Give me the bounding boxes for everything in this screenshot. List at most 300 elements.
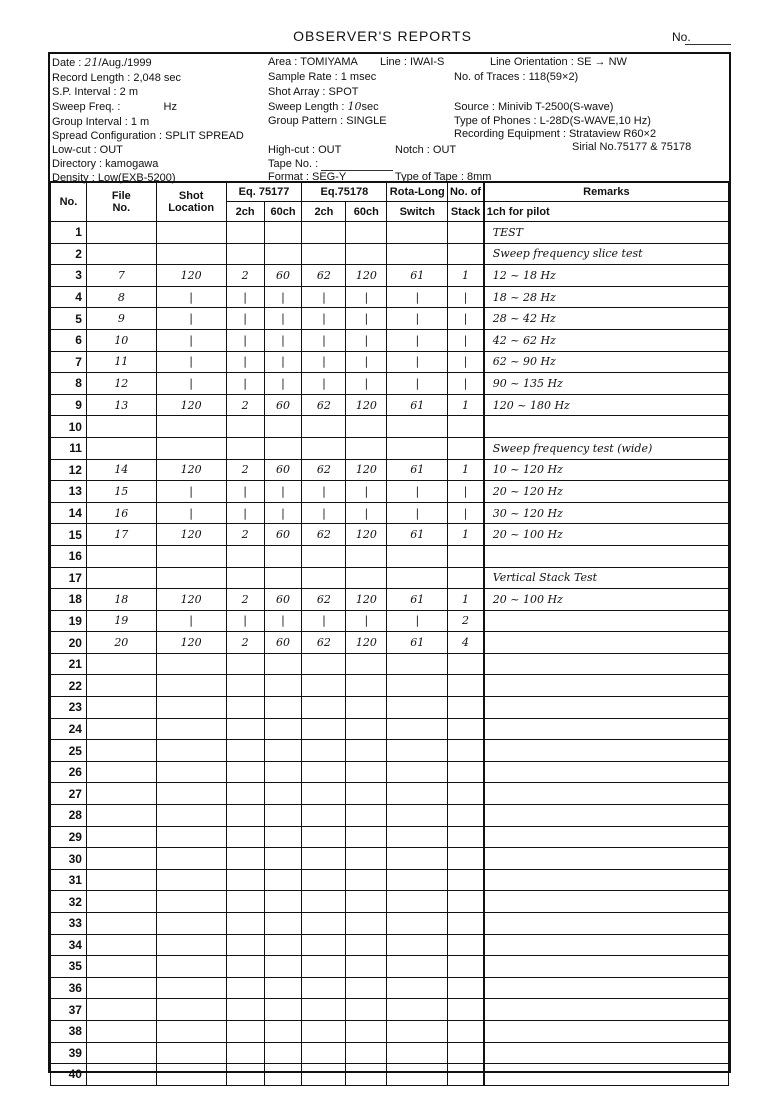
eq2-2ch-cell[interactable] xyxy=(302,934,346,956)
eq2-2ch-cell[interactable] xyxy=(302,1020,346,1042)
eq1-2ch-cell[interactable]: 2 xyxy=(226,394,264,416)
eq1-2ch-cell[interactable]: 2 xyxy=(226,459,264,481)
file-number-cell[interactable] xyxy=(86,222,156,244)
eq2-60ch-cell[interactable]: | xyxy=(346,308,387,330)
shot-location-cell[interactable] xyxy=(156,697,226,719)
rota-long-switch-cell[interactable]: | xyxy=(387,502,448,524)
eq2-2ch-cell[interactable] xyxy=(302,437,346,459)
file-number-cell[interactable] xyxy=(86,999,156,1021)
stack-count-cell[interactable]: | xyxy=(448,351,484,373)
eq1-2ch-cell[interactable] xyxy=(226,653,264,675)
file-number-cell[interactable]: 9 xyxy=(86,308,156,330)
eq1-2ch-cell[interactable] xyxy=(226,740,264,762)
rota-long-switch-cell[interactable] xyxy=(387,243,448,265)
shot-location-cell[interactable] xyxy=(156,222,226,244)
eq2-2ch-cell[interactable] xyxy=(302,826,346,848)
stack-count-cell[interactable] xyxy=(448,567,484,589)
shot-location-cell[interactable] xyxy=(156,956,226,978)
eq2-2ch-cell[interactable] xyxy=(302,1042,346,1064)
shot-location-cell[interactable]: | xyxy=(156,502,226,524)
remarks-cell[interactable] xyxy=(484,545,729,567)
eq1-60ch-cell[interactable] xyxy=(264,891,302,913)
eq2-2ch-cell[interactable]: | xyxy=(302,481,346,503)
remarks-cell[interactable] xyxy=(484,1042,729,1064)
eq2-60ch-cell[interactable] xyxy=(346,416,387,438)
eq1-60ch-cell[interactable] xyxy=(264,1042,302,1064)
eq1-60ch-cell[interactable] xyxy=(264,977,302,999)
rota-long-switch-cell[interactable] xyxy=(387,848,448,870)
eq2-60ch-cell[interactable] xyxy=(346,718,387,740)
shot-location-cell[interactable]: 120 xyxy=(156,589,226,611)
eq2-60ch-cell[interactable] xyxy=(346,977,387,999)
stack-count-cell[interactable] xyxy=(448,761,484,783)
eq2-60ch-cell[interactable]: | xyxy=(346,373,387,395)
shot-location-cell[interactable]: 120 xyxy=(156,394,226,416)
eq2-60ch-cell[interactable]: 120 xyxy=(346,265,387,287)
file-number-cell[interactable] xyxy=(86,934,156,956)
eq2-2ch-cell[interactable]: | xyxy=(302,502,346,524)
file-number-cell[interactable] xyxy=(86,826,156,848)
eq2-60ch-cell[interactable] xyxy=(346,783,387,805)
stack-count-cell[interactable] xyxy=(448,697,484,719)
eq2-2ch-cell[interactable] xyxy=(302,805,346,827)
remarks-cell[interactable]: 12 ~ 18 Hz xyxy=(484,265,729,287)
file-number-cell[interactable] xyxy=(86,545,156,567)
eq2-60ch-cell[interactable] xyxy=(346,761,387,783)
rota-long-switch-cell[interactable] xyxy=(387,999,448,1021)
eq1-2ch-cell[interactable] xyxy=(226,826,264,848)
eq1-60ch-cell[interactable]: 60 xyxy=(264,524,302,546)
eq2-60ch-cell[interactable] xyxy=(346,934,387,956)
file-number-cell[interactable] xyxy=(86,761,156,783)
eq1-2ch-cell[interactable] xyxy=(226,891,264,913)
eq2-60ch-cell[interactable]: | xyxy=(346,286,387,308)
stack-count-cell[interactable] xyxy=(448,718,484,740)
shot-location-cell[interactable] xyxy=(156,977,226,999)
shot-location-cell[interactable]: | xyxy=(156,610,226,632)
file-number-cell[interactable] xyxy=(86,977,156,999)
rota-long-switch-cell[interactable]: 61 xyxy=(387,394,448,416)
rota-long-switch-cell[interactable]: | xyxy=(387,610,448,632)
rota-long-switch-cell[interactable] xyxy=(387,761,448,783)
eq1-2ch-cell[interactable] xyxy=(226,545,264,567)
file-number-cell[interactable] xyxy=(86,913,156,935)
eq2-2ch-cell[interactable]: | xyxy=(302,373,346,395)
eq2-2ch-cell[interactable] xyxy=(302,243,346,265)
remarks-cell[interactable]: 20 ~ 100 Hz xyxy=(484,524,729,546)
remarks-cell[interactable]: 42 ~ 62 Hz xyxy=(484,329,729,351)
file-number-cell[interactable] xyxy=(86,1020,156,1042)
remarks-cell[interactable]: 10 ~ 120 Hz xyxy=(484,459,729,481)
eq1-2ch-cell[interactable] xyxy=(226,222,264,244)
eq2-2ch-cell[interactable] xyxy=(302,222,346,244)
rota-long-switch-cell[interactable] xyxy=(387,653,448,675)
stack-count-cell[interactable] xyxy=(448,1042,484,1064)
eq1-60ch-cell[interactable]: | xyxy=(264,481,302,503)
eq2-60ch-cell[interactable] xyxy=(346,805,387,827)
stack-count-cell[interactable] xyxy=(448,869,484,891)
shot-location-cell[interactable] xyxy=(156,1064,226,1086)
eq1-60ch-cell[interactable]: | xyxy=(264,373,302,395)
shot-location-cell[interactable] xyxy=(156,934,226,956)
remarks-cell[interactable]: 28 ~ 42 Hz xyxy=(484,308,729,330)
remarks-cell[interactable] xyxy=(484,740,729,762)
remarks-cell[interactable] xyxy=(484,653,729,675)
shot-location-cell[interactable]: | xyxy=(156,351,226,373)
shot-location-cell[interactable] xyxy=(156,826,226,848)
eq2-60ch-cell[interactable] xyxy=(346,1042,387,1064)
eq1-60ch-cell[interactable]: 60 xyxy=(264,459,302,481)
eq1-60ch-cell[interactable] xyxy=(264,545,302,567)
remarks-cell[interactable]: 30 ~ 120 Hz xyxy=(484,502,729,524)
eq2-2ch-cell[interactable] xyxy=(302,848,346,870)
eq2-2ch-cell[interactable] xyxy=(302,956,346,978)
shot-location-cell[interactable] xyxy=(156,848,226,870)
file-number-cell[interactable] xyxy=(86,805,156,827)
eq1-60ch-cell[interactable] xyxy=(264,437,302,459)
file-number-cell[interactable] xyxy=(86,869,156,891)
stack-count-cell[interactable] xyxy=(448,805,484,827)
eq2-2ch-cell[interactable] xyxy=(302,891,346,913)
shot-location-cell[interactable] xyxy=(156,243,226,265)
eq1-60ch-cell[interactable] xyxy=(264,675,302,697)
eq2-2ch-cell[interactable] xyxy=(302,653,346,675)
remarks-cell[interactable] xyxy=(484,675,729,697)
eq1-60ch-cell[interactable]: 60 xyxy=(264,265,302,287)
shot-location-cell[interactable] xyxy=(156,653,226,675)
eq1-60ch-cell[interactable]: | xyxy=(264,329,302,351)
eq1-60ch-cell[interactable] xyxy=(264,783,302,805)
eq1-2ch-cell[interactable] xyxy=(226,913,264,935)
eq2-2ch-cell[interactable] xyxy=(302,869,346,891)
file-number-cell[interactable]: 16 xyxy=(86,502,156,524)
eq1-2ch-cell[interactable] xyxy=(226,697,264,719)
eq1-2ch-cell[interactable]: 2 xyxy=(226,589,264,611)
remarks-cell[interactable]: Sweep frequency test (wide) xyxy=(484,437,729,459)
eq1-60ch-cell[interactable]: | xyxy=(264,286,302,308)
shot-location-cell[interactable] xyxy=(156,437,226,459)
eq1-2ch-cell[interactable] xyxy=(226,761,264,783)
file-number-cell[interactable] xyxy=(86,567,156,589)
eq2-60ch-cell[interactable] xyxy=(346,675,387,697)
remarks-cell[interactable] xyxy=(484,1020,729,1042)
eq1-2ch-cell[interactable] xyxy=(226,1020,264,1042)
stack-count-cell[interactable] xyxy=(448,740,484,762)
remarks-cell[interactable] xyxy=(484,718,729,740)
eq1-2ch-cell[interactable] xyxy=(226,718,264,740)
file-number-cell[interactable] xyxy=(86,437,156,459)
eq1-60ch-cell[interactable] xyxy=(264,697,302,719)
shot-location-cell[interactable]: | xyxy=(156,373,226,395)
shot-location-cell[interactable] xyxy=(156,740,226,762)
rota-long-switch-cell[interactable] xyxy=(387,416,448,438)
eq1-2ch-cell[interactable] xyxy=(226,805,264,827)
stack-count-cell[interactable] xyxy=(448,437,484,459)
eq2-2ch-cell[interactable] xyxy=(302,783,346,805)
shot-location-cell[interactable]: | xyxy=(156,481,226,503)
eq1-2ch-cell[interactable] xyxy=(226,848,264,870)
stack-count-cell[interactable]: 1 xyxy=(448,394,484,416)
rota-long-switch-cell[interactable] xyxy=(387,567,448,589)
eq2-2ch-cell[interactable] xyxy=(302,977,346,999)
shot-location-cell[interactable]: 120 xyxy=(156,632,226,654)
file-number-cell[interactable]: 18 xyxy=(86,589,156,611)
eq1-60ch-cell[interactable] xyxy=(264,913,302,935)
stack-count-cell[interactable]: | xyxy=(448,502,484,524)
stack-count-cell[interactable] xyxy=(448,1064,484,1086)
eq2-2ch-cell[interactable]: | xyxy=(302,286,346,308)
rota-long-switch-cell[interactable] xyxy=(387,1042,448,1064)
eq1-60ch-cell[interactable] xyxy=(264,740,302,762)
eq2-60ch-cell[interactable] xyxy=(346,243,387,265)
shot-location-cell[interactable]: | xyxy=(156,286,226,308)
stack-count-cell[interactable]: 1 xyxy=(448,589,484,611)
remarks-cell[interactable]: 90 ~ 135 Hz xyxy=(484,373,729,395)
shot-location-cell[interactable] xyxy=(156,416,226,438)
eq1-2ch-cell[interactable] xyxy=(226,1042,264,1064)
file-number-cell[interactable] xyxy=(86,891,156,913)
eq2-2ch-cell[interactable]: 62 xyxy=(302,394,346,416)
remarks-cell[interactable]: 18 ~ 28 Hz xyxy=(484,286,729,308)
rota-long-switch-cell[interactable] xyxy=(387,697,448,719)
eq2-2ch-cell[interactable]: | xyxy=(302,351,346,373)
shot-location-cell[interactable] xyxy=(156,675,226,697)
eq1-2ch-cell[interactable] xyxy=(226,934,264,956)
eq1-2ch-cell[interactable]: | xyxy=(226,308,264,330)
stack-count-cell[interactable]: 4 xyxy=(448,632,484,654)
remarks-cell[interactable]: Vertical Stack Test xyxy=(484,567,729,589)
eq2-60ch-cell[interactable]: | xyxy=(346,610,387,632)
eq1-60ch-cell[interactable]: 60 xyxy=(264,589,302,611)
rota-long-switch-cell[interactable] xyxy=(387,891,448,913)
rota-long-switch-cell[interactable] xyxy=(387,222,448,244)
eq1-2ch-cell[interactable] xyxy=(226,675,264,697)
eq2-2ch-cell[interactable] xyxy=(302,675,346,697)
remarks-cell[interactable] xyxy=(484,869,729,891)
shot-location-cell[interactable] xyxy=(156,805,226,827)
rota-long-switch-cell[interactable] xyxy=(387,956,448,978)
file-number-cell[interactable]: 12 xyxy=(86,373,156,395)
stack-count-cell[interactable] xyxy=(448,999,484,1021)
remarks-cell[interactable] xyxy=(484,416,729,438)
eq2-60ch-cell[interactable] xyxy=(346,437,387,459)
rota-long-switch-cell[interactable]: | xyxy=(387,329,448,351)
stack-count-cell[interactable]: 1 xyxy=(448,459,484,481)
eq1-60ch-cell[interactable] xyxy=(264,718,302,740)
remarks-cell[interactable] xyxy=(484,934,729,956)
eq2-2ch-cell[interactable] xyxy=(302,416,346,438)
remarks-cell[interactable] xyxy=(484,783,729,805)
eq2-60ch-cell[interactable]: | xyxy=(346,351,387,373)
remarks-cell[interactable] xyxy=(484,610,729,632)
remarks-cell[interactable] xyxy=(484,956,729,978)
remarks-cell[interactable] xyxy=(484,632,729,654)
eq1-60ch-cell[interactable] xyxy=(264,826,302,848)
file-number-cell[interactable] xyxy=(86,783,156,805)
file-number-cell[interactable] xyxy=(86,653,156,675)
rota-long-switch-cell[interactable] xyxy=(387,913,448,935)
eq1-60ch-cell[interactable] xyxy=(264,805,302,827)
stack-count-cell[interactable]: | xyxy=(448,373,484,395)
eq2-60ch-cell[interactable]: | xyxy=(346,481,387,503)
file-number-cell[interactable] xyxy=(86,848,156,870)
eq2-60ch-cell[interactable] xyxy=(346,999,387,1021)
eq1-60ch-cell[interactable] xyxy=(264,653,302,675)
report-number-field[interactable] xyxy=(685,44,731,45)
rota-long-switch-cell[interactable] xyxy=(387,805,448,827)
remarks-cell[interactable] xyxy=(484,697,729,719)
rota-long-switch-cell[interactable]: 61 xyxy=(387,524,448,546)
stack-count-cell[interactable] xyxy=(448,675,484,697)
file-number-cell[interactable] xyxy=(86,740,156,762)
eq1-2ch-cell[interactable] xyxy=(226,999,264,1021)
shot-location-cell[interactable] xyxy=(156,545,226,567)
eq1-60ch-cell[interactable] xyxy=(264,956,302,978)
eq1-2ch-cell[interactable]: | xyxy=(226,610,264,632)
eq1-60ch-cell[interactable] xyxy=(264,1020,302,1042)
eq2-60ch-cell[interactable] xyxy=(346,222,387,244)
shot-location-cell[interactable]: 120 xyxy=(156,265,226,287)
rota-long-switch-cell[interactable]: 61 xyxy=(387,459,448,481)
remarks-cell[interactable] xyxy=(484,913,729,935)
shot-location-cell[interactable] xyxy=(156,891,226,913)
eq2-60ch-cell[interactable]: 120 xyxy=(346,394,387,416)
eq2-60ch-cell[interactable] xyxy=(346,697,387,719)
eq1-2ch-cell[interactable] xyxy=(226,869,264,891)
eq2-2ch-cell[interactable]: 62 xyxy=(302,265,346,287)
eq2-60ch-cell[interactable] xyxy=(346,869,387,891)
eq1-2ch-cell[interactable] xyxy=(226,977,264,999)
file-number-cell[interactable]: 10 xyxy=(86,329,156,351)
rota-long-switch-cell[interactable] xyxy=(387,1020,448,1042)
file-number-cell[interactable]: 17 xyxy=(86,524,156,546)
stack-count-cell[interactable]: | xyxy=(448,329,484,351)
remarks-cell[interactable] xyxy=(484,826,729,848)
eq2-2ch-cell[interactable]: | xyxy=(302,329,346,351)
eq1-60ch-cell[interactable] xyxy=(264,999,302,1021)
eq1-2ch-cell[interactable]: | xyxy=(226,502,264,524)
stack-count-cell[interactable]: | xyxy=(448,481,484,503)
stack-count-cell[interactable] xyxy=(448,1020,484,1042)
eq2-60ch-cell[interactable] xyxy=(346,848,387,870)
eq1-60ch-cell[interactable] xyxy=(264,761,302,783)
file-number-cell[interactable]: 8 xyxy=(86,286,156,308)
eq2-2ch-cell[interactable] xyxy=(302,567,346,589)
file-number-cell[interactable]: 11 xyxy=(86,351,156,373)
rota-long-switch-cell[interactable] xyxy=(387,977,448,999)
file-number-cell[interactable] xyxy=(86,718,156,740)
remarks-cell[interactable]: TEST xyxy=(484,222,729,244)
eq2-60ch-cell[interactable]: | xyxy=(346,329,387,351)
remarks-cell[interactable]: Sweep frequency slice test xyxy=(484,243,729,265)
eq1-60ch-cell[interactable] xyxy=(264,243,302,265)
eq1-2ch-cell[interactable] xyxy=(226,956,264,978)
rota-long-switch-cell[interactable]: | xyxy=(387,481,448,503)
remarks-cell[interactable] xyxy=(484,891,729,913)
eq2-60ch-cell[interactable]: 120 xyxy=(346,589,387,611)
rota-long-switch-cell[interactable]: 61 xyxy=(387,589,448,611)
stack-count-cell[interactable] xyxy=(448,222,484,244)
file-number-cell[interactable]: 20 xyxy=(86,632,156,654)
eq2-60ch-cell[interactable] xyxy=(346,1064,387,1086)
file-number-cell[interactable]: 15 xyxy=(86,481,156,503)
shot-location-cell[interactable]: | xyxy=(156,329,226,351)
rota-long-switch-cell[interactable]: | xyxy=(387,351,448,373)
eq2-60ch-cell[interactable]: 120 xyxy=(346,632,387,654)
shot-location-cell[interactable] xyxy=(156,1020,226,1042)
eq1-2ch-cell[interactable] xyxy=(226,416,264,438)
stack-count-cell[interactable] xyxy=(448,934,484,956)
eq1-2ch-cell[interactable]: | xyxy=(226,329,264,351)
eq1-2ch-cell[interactable]: | xyxy=(226,373,264,395)
eq2-2ch-cell[interactable] xyxy=(302,740,346,762)
file-number-cell[interactable] xyxy=(86,416,156,438)
eq2-60ch-cell[interactable] xyxy=(346,567,387,589)
eq1-2ch-cell[interactable]: 2 xyxy=(226,524,264,546)
eq1-2ch-cell[interactable] xyxy=(226,567,264,589)
eq2-60ch-cell[interactable] xyxy=(346,913,387,935)
eq1-60ch-cell[interactable] xyxy=(264,1064,302,1086)
eq1-60ch-cell[interactable] xyxy=(264,848,302,870)
eq2-2ch-cell[interactable]: | xyxy=(302,308,346,330)
eq2-2ch-cell[interactable]: 62 xyxy=(302,589,346,611)
eq2-60ch-cell[interactable] xyxy=(346,545,387,567)
rota-long-switch-cell[interactable] xyxy=(387,718,448,740)
stack-count-cell[interactable]: 1 xyxy=(448,524,484,546)
file-number-cell[interactable]: 13 xyxy=(86,394,156,416)
eq1-60ch-cell[interactable] xyxy=(264,934,302,956)
eq1-2ch-cell[interactable]: 2 xyxy=(226,265,264,287)
shot-location-cell[interactable] xyxy=(156,1042,226,1064)
file-number-cell[interactable] xyxy=(86,1042,156,1064)
eq1-2ch-cell[interactable] xyxy=(226,243,264,265)
eq1-60ch-cell[interactable]: 60 xyxy=(264,632,302,654)
remarks-cell[interactable] xyxy=(484,805,729,827)
eq1-2ch-cell[interactable]: | xyxy=(226,481,264,503)
eq2-2ch-cell[interactable] xyxy=(302,718,346,740)
shot-location-cell[interactable]: | xyxy=(156,308,226,330)
remarks-cell[interactable] xyxy=(484,1064,729,1086)
eq2-2ch-cell[interactable] xyxy=(302,697,346,719)
file-number-cell[interactable] xyxy=(86,1064,156,1086)
shot-location-cell[interactable] xyxy=(156,718,226,740)
stack-count-cell[interactable] xyxy=(448,243,484,265)
eq1-60ch-cell[interactable]: | xyxy=(264,610,302,632)
shot-location-cell[interactable] xyxy=(156,783,226,805)
eq1-60ch-cell[interactable] xyxy=(264,869,302,891)
rota-long-switch-cell[interactable] xyxy=(387,934,448,956)
eq1-60ch-cell[interactable] xyxy=(264,222,302,244)
eq1-2ch-cell[interactable]: | xyxy=(226,286,264,308)
stack-count-cell[interactable]: 1 xyxy=(448,265,484,287)
eq1-60ch-cell[interactable]: | xyxy=(264,502,302,524)
shot-location-cell[interactable]: 120 xyxy=(156,524,226,546)
stack-count-cell[interactable] xyxy=(448,913,484,935)
shot-location-cell[interactable] xyxy=(156,913,226,935)
eq2-2ch-cell[interactable]: | xyxy=(302,610,346,632)
eq1-2ch-cell[interactable] xyxy=(226,437,264,459)
eq2-60ch-cell[interactable]: | xyxy=(346,502,387,524)
file-number-cell[interactable]: 14 xyxy=(86,459,156,481)
remarks-cell[interactable]: 120 ~ 180 Hz xyxy=(484,394,729,416)
remarks-cell[interactable] xyxy=(484,848,729,870)
eq1-60ch-cell[interactable]: | xyxy=(264,308,302,330)
rota-long-switch-cell[interactable]: 61 xyxy=(387,265,448,287)
rota-long-switch-cell[interactable]: | xyxy=(387,373,448,395)
stack-count-cell[interactable] xyxy=(448,848,484,870)
stack-count-cell[interactable] xyxy=(448,891,484,913)
rota-long-switch-cell[interactable] xyxy=(387,826,448,848)
